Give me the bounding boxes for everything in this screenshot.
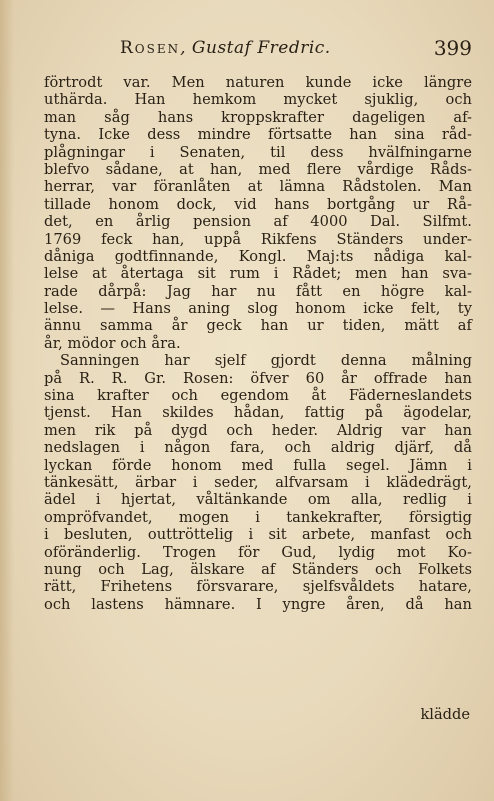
text-line: oföränderlig. Trogen för Gud, lydig mot Ko-: [44, 543, 472, 561]
running-head-subtitle: , Gustaf Fredric.: [180, 38, 331, 58]
text-line: nung och Lag, älskare af Ständers och Folkets: [44, 560, 472, 578]
text-line: rade dårpå: Jag har nu fått en högre kal-: [44, 282, 472, 300]
text-line: uthärda. Han hemkom mycket sjuklig, och: [44, 91, 472, 109]
running-head: [120, 34, 331, 62]
text-line: nedslagen i någon fara, och aldrig djärf, då: [44, 439, 472, 457]
page-number: 399: [433, 36, 472, 60]
page-edge-shadow: [0, 0, 14, 801]
text-line: herrar, var föranlåten at lämna Rådstolen. Man: [44, 178, 472, 196]
text-line: ädel i hjertat, våltänkande om alla, redlig i: [44, 491, 472, 509]
catchword: klädde: [420, 706, 470, 723]
text-line: tjenst. Han skildes hådan, fattig på ägodelar,: [44, 404, 472, 422]
text-line: ännu samma år geck han ur tiden, mätt af: [44, 317, 472, 335]
text-line: lelse. — Hans aning slog honom icke felt, ty: [44, 300, 472, 318]
text-line: tänkesätt, ärbar i seder, alfvarsam i klädedrägt,: [44, 473, 472, 491]
running-head-name: Rosen: [120, 38, 181, 58]
text-line: tillade honom dock, vid hans bortgång ur Rå-: [44, 195, 472, 213]
text-line: lyckan förde honom med fulla segel. Jämn i: [44, 456, 472, 474]
text-line: Sanningen har sjelf gjordt denna målning: [60, 352, 472, 370]
text-line: men rik på dygd och heder. Aldrig var han: [44, 421, 472, 439]
text-line: på R. R. Gr. Rosen: öfver 60 år offrade han: [44, 369, 472, 387]
page-header: [44, 34, 474, 62]
text-line: tyna. Icke dess mindre förtsatte han sina råd-: [44, 126, 472, 144]
text-line: det, en årlig pension af 4000 Dal. Silfmt.: [44, 213, 472, 231]
body-text: [44, 74, 472, 613]
text-line: och lastens hämnare. I yngre åren, då han: [44, 595, 472, 613]
text-line: sina krafter och egendom åt Fäderneslandets: [44, 387, 472, 405]
text-line: ompröfvandet, mogen i tankekrafter, försigtig: [44, 508, 472, 526]
text-line: år, mödor och åra.: [44, 334, 181, 352]
text-line: i besluten, outtröttelig i sit arbete, manfast och: [44, 526, 472, 544]
text-line: man såg hans kroppskrafter dageligen af-: [44, 108, 472, 126]
text-line: blefvo sådane, at han, med flere vårdige Råds-: [44, 160, 472, 178]
text-line: dåniga godtfinnande, Kongl. Maj:ts nådiga kal-: [44, 247, 472, 265]
text-line: förtrodt var. Men naturen kunde icke längre: [44, 74, 472, 91]
text-line: plågningar i Senaten, til dess hvälfningarne: [44, 143, 472, 161]
text-line: rätt, Frihetens försvarare, sjelfsvåldets hatare,: [44, 578, 472, 596]
text-line: lelse at återtaga sit rum i Rådet; men han sva-: [44, 265, 472, 283]
text-line: 1769 feck han, uppå Rikfens Ständers under-: [44, 230, 472, 248]
